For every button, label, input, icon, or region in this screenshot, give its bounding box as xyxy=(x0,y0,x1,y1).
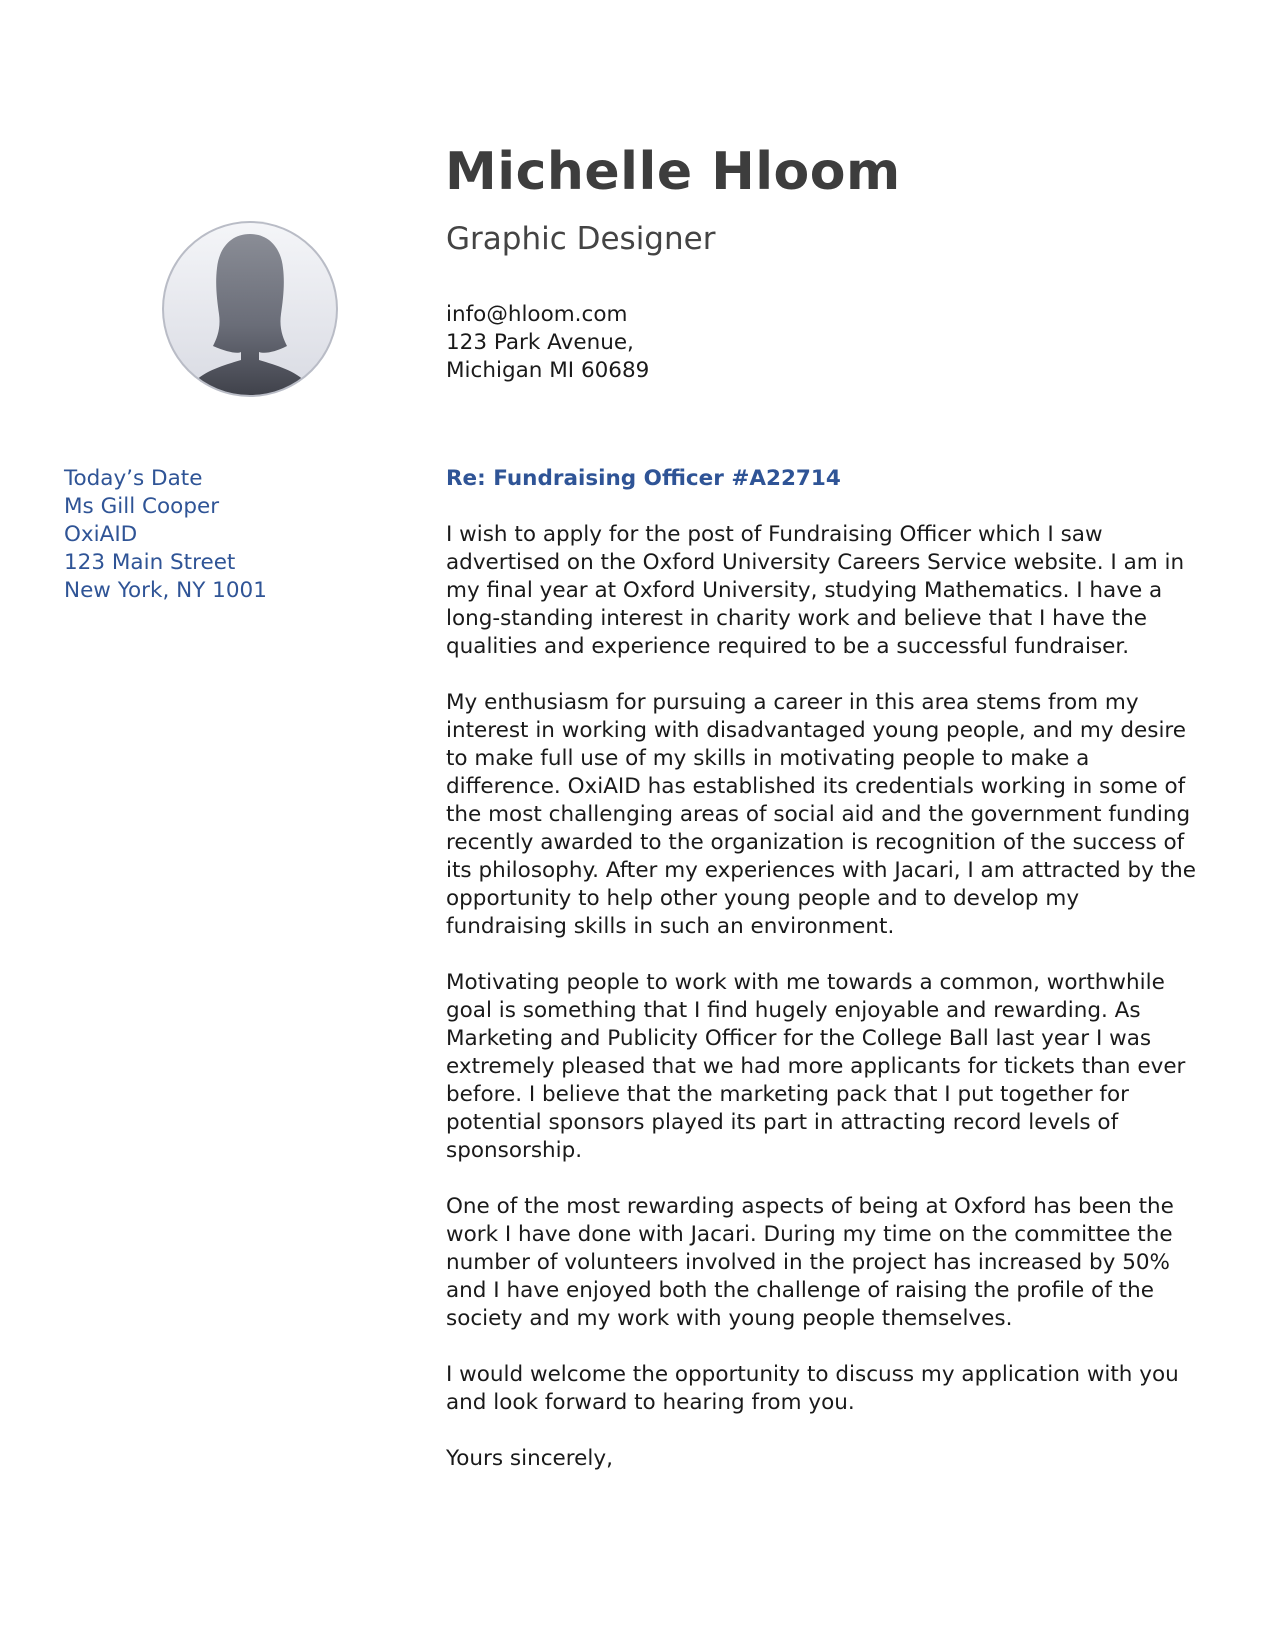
letter-subject: Re: Fundraising Officer #A22714 xyxy=(446,466,841,491)
recipient-company: OxiAID xyxy=(64,522,138,547)
letter-paragraph: One of the most rewarding aspects of being at Oxford has been the work I have done with Jacari. During my time on the committee the number of volunteers involved in the project has increased by 50% and I have enjoyed both the challenge of raising the profile of the society and my work with young people themselves. xyxy=(446,1194,1174,1331)
contact-block xyxy=(446,301,649,385)
email-address: info@hloom.com xyxy=(446,302,628,327)
letter-paragraph: Motivating people to work with me towards a common, worthwhile goal is something that I find hugely enjoyable and rewarding. As Marketing and Publicity Officer for the College Ball last year I was extremely pleased that we had more applicants for tickets than ever before. I believe that the marketing pack that I put together for potential sponsors played its part in attracting record levels of sponsorship. xyxy=(446,970,1186,1163)
recipient-city: New York, NY 1001 xyxy=(64,578,267,603)
address-line-2: Michigan MI 60689 xyxy=(446,358,650,383)
address-line-1: 123 Park Avenue, xyxy=(446,330,634,355)
recipient-street: 123 Main Street xyxy=(64,550,236,575)
letter-paragraph: I would welcome the opportunity to discuss my application with you and look forward to hearing from you. xyxy=(446,1362,1179,1415)
applicant-name: Michelle Hloom xyxy=(445,142,901,202)
letter-paragraph: My enthusiasm for pursuing a career in this area stems from my interest in working with disadvantaged young people, and my desire to make full use of my skills in motivating people to make a difference. OxiAID has established its credentials working in some of the most challenging areas of social aid and the government funding recently awarded to the organization is recognition of the success of its philosophy. After my experiences with Jacari, I am attracted by the opportunity to help other young people and to develop my fundraising skills in such an environment. xyxy=(446,690,1197,939)
profile-photo-icon xyxy=(161,220,339,398)
letter-date: Today’s Date xyxy=(64,466,203,491)
letter-closing: Yours sincerely, xyxy=(446,1446,613,1471)
job-title: Graphic Designer xyxy=(446,221,716,257)
recipient-name: Ms Gill Cooper xyxy=(64,494,220,519)
recipient-block xyxy=(64,465,267,605)
letter-body xyxy=(446,465,1206,1473)
letter-paragraph: I wish to apply for the post of Fundraising Officer which I saw advertised on the Oxford University Careers Service website. I am in my final year at Oxford University, studying Mathematics. I have a long-standing interest in charity work and believe that I have the qualities and experience required to be a successful fundraiser. xyxy=(446,522,1185,659)
